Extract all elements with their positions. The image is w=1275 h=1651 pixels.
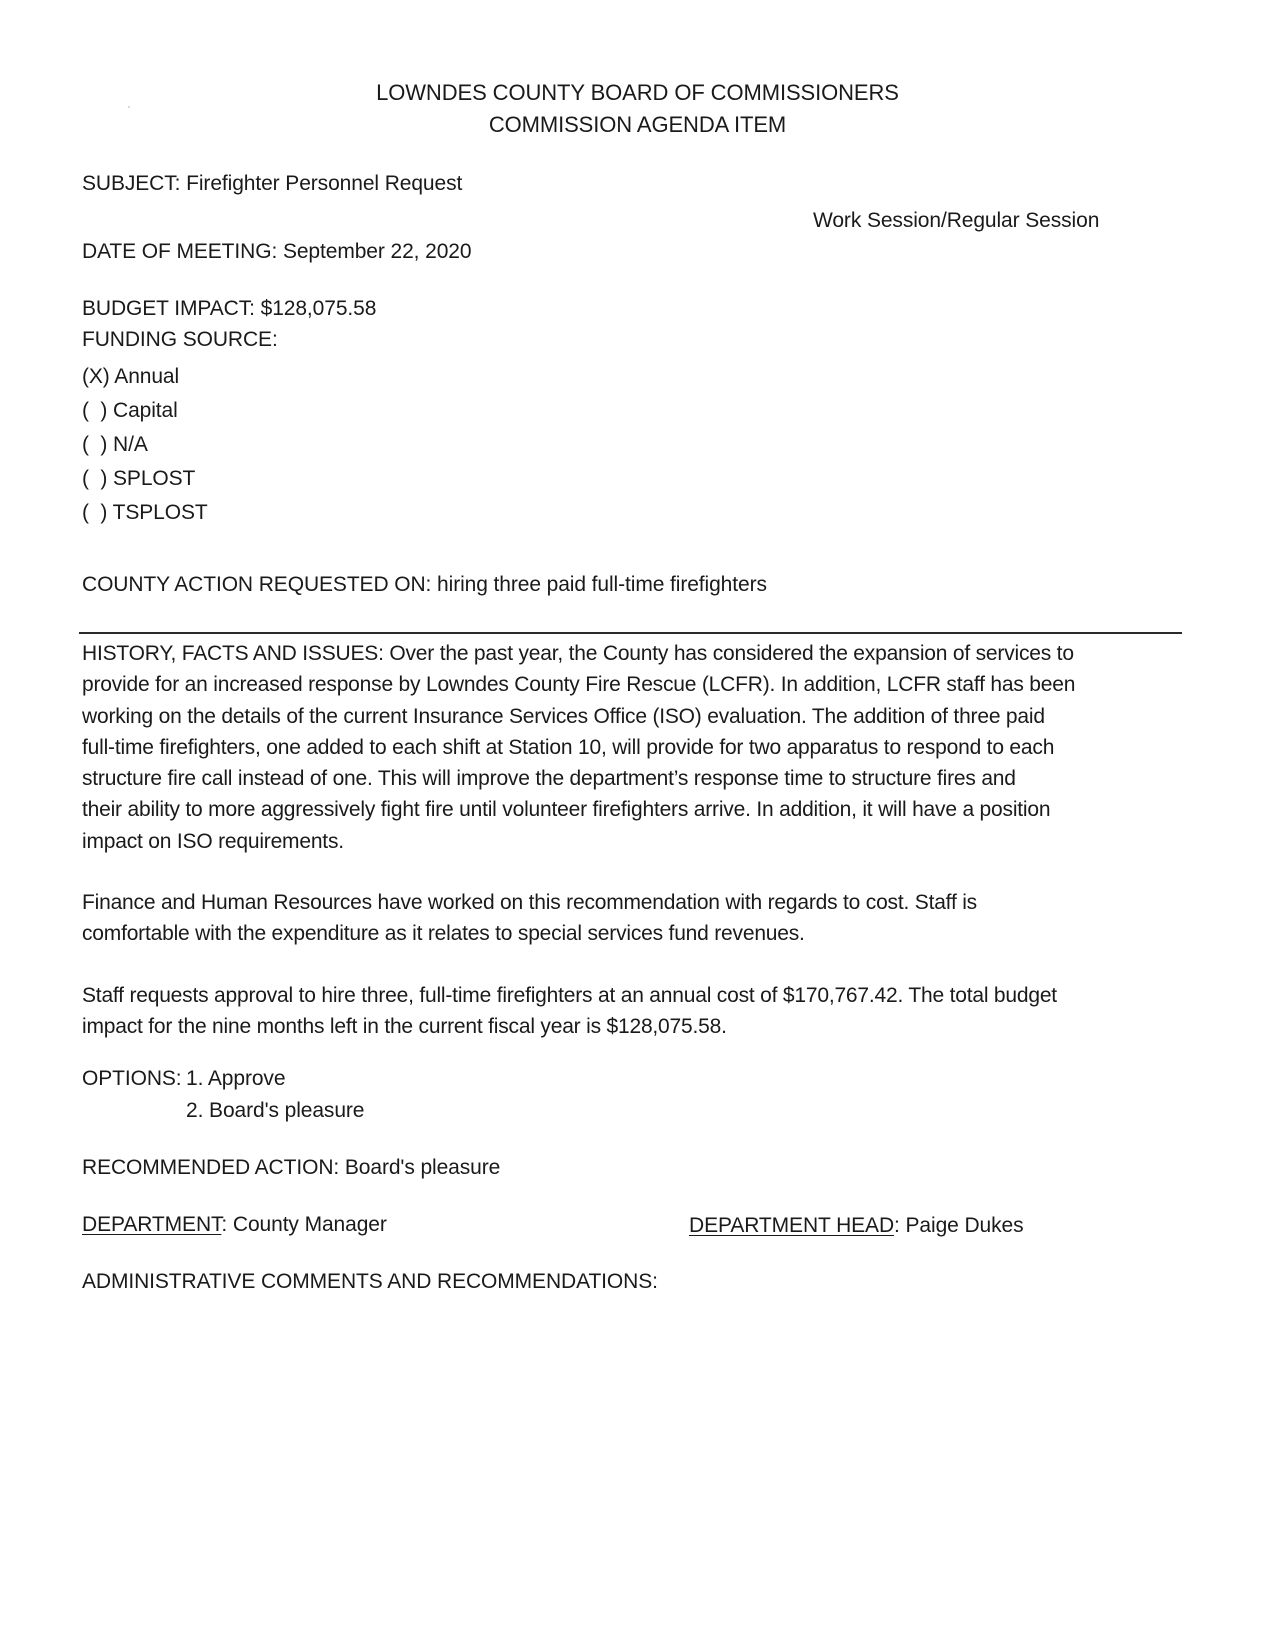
option-item-2: 2. Board's pleasure <box>186 1099 365 1122</box>
paragraph-line: working on the details of the current Insurance Services Office (ISO) evaluation. The addition of three paid <box>82 704 1045 728</box>
recommended-action-row <box>82 1155 500 1181</box>
paragraph-line: comfortable with the expenditure as it relates to special services fund revenues. <box>82 922 805 946</box>
funding-option-label: Annual <box>114 365 180 388</box>
funding-source-label: FUNDING SOURCE: <box>82 328 278 351</box>
funding-option-tsplost <box>82 500 208 526</box>
recommended-action-value: Board's pleasure <box>344 1156 501 1179</box>
county-action-label: COUNTY ACTION REQUESTED ON: <box>82 573 432 596</box>
funding-option-label: SPLOST <box>113 467 196 490</box>
scan-speck <box>128 106 130 108</box>
department-head-label: DEPARTMENT HEAD <box>689 1214 895 1237</box>
option-item-1: 1. Approve <box>186 1067 286 1090</box>
funding-option-label: Capital <box>113 399 178 422</box>
funding-option-annual <box>82 364 179 390</box>
funding-option-label: N/A <box>113 433 148 456</box>
budget-impact-label: BUDGET IMPACT: <box>82 297 255 320</box>
paragraph-line: impact on ISO requirements. <box>82 829 344 853</box>
subject-value: Firefighter Personnel Request <box>186 172 463 195</box>
county-action-value: hiring three paid full-time firefighters <box>437 573 767 596</box>
budget-impact-row <box>82 296 376 322</box>
administrative-comments-label: ADMINISTRATIVE COMMENTS AND RECOMMENDATIONS: <box>82 1270 658 1293</box>
funding-option-label: TSPLOST <box>112 501 208 524</box>
checkbox-mark: ( ) <box>82 467 108 490</box>
paragraph-line: provide for an increased response by Lowndes County Fire Rescue (LCFR). In addition, LCFR staff has been <box>82 673 1076 697</box>
date-of-meeting-value: September 22, 2020 <box>282 240 472 263</box>
department-head-value: : Paige Dukes <box>894 1214 1024 1237</box>
options-label: OPTIONS: <box>82 1067 182 1090</box>
checkbox-mark: ( ) <box>82 433 108 456</box>
subject-label: SUBJECT: <box>82 172 181 195</box>
paragraph-line: their ability to more aggressively fight fire until volunteer firefighters arrive. In addition, it will have a position <box>82 798 1051 822</box>
department-label: DEPARTMENT <box>82 1213 222 1236</box>
department-value: : County Manager <box>221 1213 387 1236</box>
department-head-row <box>689 1213 1023 1239</box>
funding-option-splost <box>82 466 195 492</box>
history-facts-issues-paragraph <box>82 638 1075 857</box>
checkbox-mark: ( ) <box>82 501 108 524</box>
checkbox-mark: (X) <box>82 365 110 388</box>
paragraph-line: full-time firefighters, one added to each shift at Station 10, will provide for two apparatus to respond to each <box>82 735 1055 759</box>
paragraph-line: Staff requests approval to hire three, full-time firefighters at an annual cost of $170,767.42. The total budget <box>82 984 1057 1007</box>
funding-option-capital <box>82 398 178 424</box>
recommended-action-label: RECOMMENDED ACTION: <box>82 1156 340 1179</box>
paragraph-line: structure fire call instead of one. This will improve the department’s response time to structure fires and <box>82 767 1016 791</box>
date-of-meeting-row <box>82 239 471 265</box>
paragraph-line: impact for the nine months left in the current fiscal year is $128,075.58. <box>82 1015 727 1039</box>
date-of-meeting-label: DATE OF MEETING: <box>82 240 278 263</box>
staff-request-paragraph <box>82 980 1057 1043</box>
session-type: Work Session/Regular Session <box>813 209 1100 232</box>
checkbox-mark: ( ) <box>82 399 108 422</box>
county-action-row <box>82 572 767 598</box>
subject-row <box>82 171 462 197</box>
organization-title: LOWNDES COUNTY BOARD OF COMMISSIONERS <box>376 80 899 105</box>
section-divider <box>79 632 1182 634</box>
paragraph-line: HISTORY, FACTS AND ISSUES: Over the past year, the County has considered the expansion of services to <box>82 642 1074 665</box>
document-type-title: COMMISSION AGENDA ITEM <box>488 112 787 137</box>
budget-impact-value: $128,075.58 <box>260 297 377 320</box>
department-row <box>82 1212 387 1238</box>
finance-paragraph <box>82 887 977 950</box>
paragraph-line: Finance and Human Resources have worked on this recommendation with regards to cost. Staff is <box>82 891 977 914</box>
funding-option-na <box>82 432 148 458</box>
